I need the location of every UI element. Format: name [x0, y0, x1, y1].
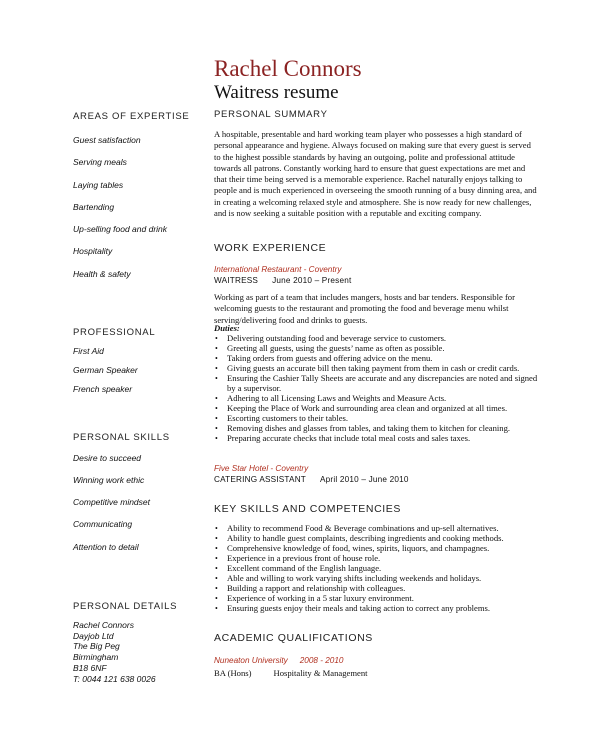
personal-detail-line: B18 6NF [73, 662, 107, 673]
expertise-item: Health & safety [73, 269, 131, 279]
job1-title: WAITRESS [214, 276, 259, 285]
duty-item: • Adhering to all Licensing Laws and Weights and Measure Acts. [214, 394, 544, 404]
skill-item: • Excellent command of the English language. [214, 564, 544, 574]
professional-heading: PROFESSIONAL [73, 327, 156, 338]
resume-subtitle: Waitress resume [214, 82, 339, 103]
job1-employer: International Restaurant - Coventry [214, 265, 342, 274]
personal-detail-line: Birmingham [73, 652, 119, 663]
expertise-heading: AREAS OF EXPERTISE [73, 111, 190, 122]
duty-item: • Removing dishes and glasses from tables, and taking them to kitchen for cleaning. [214, 424, 544, 434]
personal-detail-line: Rachel Connors [73, 620, 134, 630]
duty-item: • Ensuring the Cashier Tally Sheets are accurate and any discrepancies are noted and signed by a supervisor. [214, 374, 544, 394]
personal-detail-line: Dayjob Ltd [73, 630, 114, 641]
education-dates: 2008 - 2010 [299, 656, 344, 665]
duty-item: • Taking orders from guests and offering advice on the menu. [214, 354, 544, 364]
duty-item: • Greeting all guests, using the guests’ name as often as possible. [214, 344, 544, 354]
job1-duties-list [214, 334, 544, 443]
summary-heading: PERSONAL SUMMARY [214, 109, 328, 120]
job1-description: Working as part of a team that includes mangers, hosts and bar tenders. Responsible for welcoming guests to the restaurant and promoting the food and beverage menu whilst serving/delivering food and drinks to guests. [214, 292, 515, 325]
professional-item: German Speaker [73, 365, 138, 375]
personal-skills-heading: PERSONAL SKILLS [73, 432, 170, 443]
professional-item: First Aid [73, 346, 104, 356]
personal-details-block [73, 620, 156, 684]
expertise-item: Serving meals [73, 157, 127, 167]
key-skills-heading: KEY SKILLS AND COMPETENCIES [214, 503, 401, 515]
personal-skill-item: Competitive mindset [73, 497, 151, 507]
degree-field: Hospitality & Management [273, 668, 368, 678]
degree-line [214, 668, 368, 678]
expertise-item: Hospitality [73, 246, 113, 256]
professional-item: French speaker [73, 384, 133, 394]
skill-item: • Experience of working in a 5 star luxury environment. [214, 594, 544, 604]
skill-item: • Comprehensive knowledge of food, wines, spirits, liquors, and champagnes. [214, 544, 544, 554]
summary-text: A hospitable, presentable and hard working team player who possesses a high standard of personal appearance and hygiene. Always focused on making sure that every guest is served to the highest possible standards by having an outgoing, polite and professional attitude towards all patrons. Constantly working hard to ensure that guest expectations are met and that their time being served is a memorable experience. Rachel naturally enjoys talking to people and is much experienced in overseeing the smooth running of a busy dinning area, and in creating a welcoming relaxed style and atmosphere. She is now ready for new challenges, and is now seeking a suitable position with a reputable and exciting company. [214, 129, 537, 219]
duty-item: • Giving guests an accurate bill then taking payment from them in cash or credit cards. [214, 364, 544, 374]
personal-detail-line: T: 0044 121 638 0026 [73, 673, 156, 684]
personal-skill-item: Desire to succeed [73, 453, 142, 463]
personal-skill-item: Winning work ethic [73, 475, 145, 485]
skill-item: • Ability to handle guest complaints, describing ingredients and cooking methods. [214, 534, 544, 544]
duty-item: • Keeping the Place of Work and surrounding area clean and organized at all times. [214, 404, 544, 414]
skill-item: • Ability to recommend Food & Beverage combinations and up-sell alternatives. [214, 524, 544, 534]
key-skills-list [214, 524, 544, 614]
job2-employer: Five Star Hotel - Coventry [214, 464, 309, 473]
resume-name: Rachel Connors [214, 56, 362, 81]
education-entry [214, 656, 343, 665]
personal-skill-item: Attention to detail [73, 542, 139, 552]
job2-role [214, 475, 409, 484]
university-name: Nuneaton University [214, 656, 288, 665]
academic-heading: ACADEMIC QUALIFICATIONS [214, 632, 373, 644]
job1-duties-label: Duties: [214, 323, 240, 333]
duty-item: • Preparing accurate checks that include total meal costs and sales taxes. [214, 434, 544, 444]
job2-title: CATERING ASSISTANT [214, 475, 307, 484]
expertise-item: Up-selling food and drink [73, 224, 168, 234]
expertise-item: Laying tables [73, 180, 124, 190]
work-experience-heading: WORK EXPERIENCE [214, 242, 327, 254]
skill-item: • Building a rapport and relationship with colleagues. [214, 584, 544, 594]
expertise-item: Guest satisfaction [73, 135, 141, 145]
degree: BA (Hons) [214, 668, 252, 678]
expertise-item: Bartending [73, 202, 115, 212]
job1-role [214, 276, 351, 285]
job1-dates: June 2010 – Present [272, 276, 352, 285]
personal-details-heading: PERSONAL DETAILS [73, 601, 178, 612]
skill-item: • Able and willing to work varying shifts including weekends and holidays. [214, 574, 544, 584]
personal-skill-item: Communicating [73, 519, 133, 529]
duty-item: • Delivering outstanding food and beverage service to customers. [214, 334, 544, 344]
job2-dates: April 2010 – June 2010 [320, 475, 409, 484]
skill-item: • Ensuring guests enjoy their meals and taking action to correct any problems. [214, 604, 544, 614]
duty-item: • Escorting customers to their tables. [214, 414, 544, 424]
skill-item: • Experience in a previous front of house role. [214, 554, 544, 564]
personal-detail-line: The Big Peg [73, 641, 120, 652]
